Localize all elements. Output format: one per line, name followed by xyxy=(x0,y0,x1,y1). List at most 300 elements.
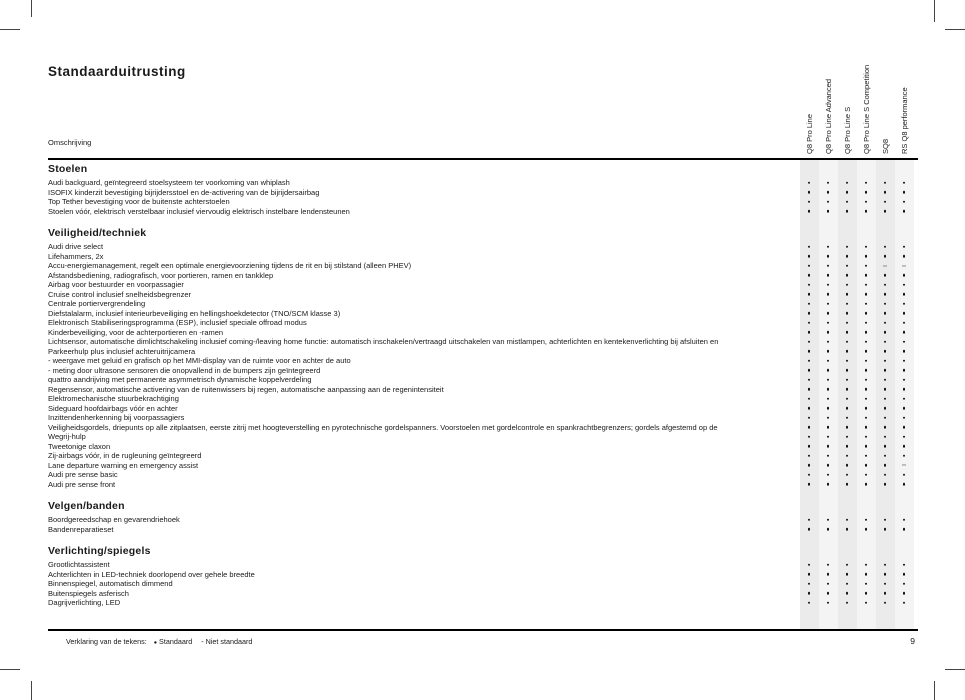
standard-dot-icon xyxy=(903,519,906,522)
standard-dot-icon xyxy=(827,246,830,249)
standard-dot-icon xyxy=(903,417,906,420)
feature-row xyxy=(48,375,918,385)
feature-label: Sideguard hoofdairbags vóór en achter xyxy=(48,403,178,413)
feature-label: Binnenspiegel, automatisch dimmend xyxy=(48,579,173,588)
standard-dot-icon xyxy=(808,407,811,410)
standard-dot-icon xyxy=(865,583,868,586)
standard-dot-icon xyxy=(808,483,811,486)
standard-dot-icon xyxy=(884,573,887,576)
standard-dot-icon xyxy=(827,284,830,287)
standard-dot-icon xyxy=(808,474,811,477)
section-heading: Velgen/banden xyxy=(48,500,125,512)
feature-label: Wegrij-hulp xyxy=(48,432,86,441)
standard-dot-icon xyxy=(865,284,868,287)
standard-dot-icon xyxy=(884,360,887,363)
standard-dot-icon xyxy=(865,519,868,522)
not-standard-dash-icon xyxy=(883,265,887,266)
feature-label: Top Tether bevestiging voor de buitenste achterstoelen xyxy=(48,197,230,206)
not-standard-dash-icon: - xyxy=(201,637,204,646)
feature-label: Accu-energiemanagement, regelt een optimale energievoorziening tijdens de rit en bij stilstand (alleen PHEV) xyxy=(48,261,412,270)
standard-dot-icon xyxy=(808,246,811,249)
standard-dot-icon xyxy=(808,274,811,277)
standard-dot-icon xyxy=(884,274,887,277)
standard-dot-icon xyxy=(846,322,849,325)
standard-dot-icon xyxy=(808,564,811,567)
section-rows xyxy=(48,242,918,489)
standard-dot-icon xyxy=(846,274,849,277)
feature-row xyxy=(48,337,918,347)
standard-dot-icon xyxy=(827,483,830,486)
standard-dot-icon xyxy=(903,564,906,567)
crop-mark-top-right-h xyxy=(945,29,965,30)
standard-dot-icon xyxy=(827,274,830,277)
feature-label: quattro aandrijving met permanente asymmetrisch dynamische koppelverdeling xyxy=(48,375,312,384)
standard-dot-icon xyxy=(846,369,849,372)
standard-dot-icon xyxy=(903,255,906,258)
standard-dot-icon xyxy=(865,322,868,325)
standard-dot-icon xyxy=(808,602,811,605)
feature-label: Buitenspiegels asferisch xyxy=(48,588,129,598)
feature-label: Dagrijverlichting, LED xyxy=(48,598,121,607)
standard-dot-icon xyxy=(846,284,849,287)
standard-dot-icon xyxy=(808,583,811,586)
standard-dot-icon xyxy=(865,483,868,486)
standard-dot-icon xyxy=(827,583,830,586)
standard-dot-icon xyxy=(827,303,830,306)
standard-dot-icon xyxy=(827,455,830,458)
feature-label: Lichtsensor, automatische dimlichtschakeling inclusief coming-/leaving home functie: automatisch inschakelen/vertraagd uitschakelen van mistlampen, achterlichten en kentekenverlichting bij afsluiten en xyxy=(48,337,719,346)
feature-row xyxy=(48,560,918,570)
feature-label: ISOFIX kinderzit bevestiging bijrijdersstoel en de-activering van de bijrijdersairbag xyxy=(48,187,320,197)
feature-row xyxy=(48,442,918,452)
standard-dot-icon xyxy=(865,474,868,477)
feature-row xyxy=(48,394,918,404)
standard-dot-icon xyxy=(827,398,830,401)
feature-row xyxy=(48,480,918,490)
standard-dot-icon xyxy=(903,445,906,448)
standard-dot-icon xyxy=(846,564,849,567)
standard-dot-icon xyxy=(827,573,830,576)
crop-mark-top-left-h xyxy=(0,29,20,30)
standard-dot-icon xyxy=(808,426,811,429)
standard-dot-icon xyxy=(865,201,868,204)
standard-dot-icon xyxy=(884,191,887,194)
standard-dot-icon xyxy=(808,398,811,401)
standard-dot-icon xyxy=(808,464,811,467)
standard-dot-icon xyxy=(846,388,849,391)
standard-dot-icon xyxy=(903,379,906,382)
standard-dot-icon xyxy=(884,455,887,458)
equipment-section xyxy=(48,163,918,216)
feature-row xyxy=(48,252,918,262)
standard-dot-icon xyxy=(846,426,849,429)
standard-dot-icon xyxy=(846,182,849,185)
feature-label: Zij-airbags vóór, in de rugleuning geïntegreerd xyxy=(48,451,202,460)
feature-row xyxy=(48,515,918,525)
standard-dot-icon xyxy=(808,592,811,595)
page-title: Standaarduitrusting xyxy=(48,64,186,79)
page-number: 9 xyxy=(910,636,915,646)
feature-row xyxy=(48,299,918,309)
standard-dot-icon xyxy=(884,436,887,439)
feature-row xyxy=(48,207,918,217)
standard-dot-icon xyxy=(846,417,849,420)
standard-dot-icon xyxy=(884,284,887,287)
standard-dot-icon xyxy=(827,369,830,372)
description-column-header: Omschrijving xyxy=(48,138,92,147)
trim-column-label: RS Q8 performance xyxy=(899,87,909,154)
standard-dot-icon xyxy=(903,436,906,439)
standard-dot-icon xyxy=(903,360,906,363)
feature-row xyxy=(48,271,918,281)
standard-dot-icon xyxy=(827,528,830,531)
standard-dot-icon xyxy=(846,293,849,296)
standard-dot-icon xyxy=(884,388,887,391)
standard-dot-icon xyxy=(865,464,868,467)
legend-standard-label: Standaard xyxy=(159,637,193,646)
feature-row xyxy=(48,356,918,366)
standard-dot-icon xyxy=(808,379,811,382)
feature-label: Parkeerhulp plus inclusief achteruitrijcamera xyxy=(48,346,196,356)
standard-dot-icon xyxy=(884,293,887,296)
standard-dot-icon xyxy=(827,379,830,382)
feature-row xyxy=(48,423,918,433)
standard-dot-icon xyxy=(827,201,830,204)
standard-dot-icon xyxy=(865,350,868,353)
feature-row xyxy=(48,451,918,461)
standard-dot-icon xyxy=(903,182,906,185)
standard-dot-icon xyxy=(827,602,830,605)
standard-dot-icon xyxy=(903,426,906,429)
section-heading: Stoelen xyxy=(48,163,88,175)
standard-dot-icon xyxy=(846,265,849,268)
standard-dot-icon: ● xyxy=(153,639,158,646)
standard-dot-icon xyxy=(827,417,830,420)
standard-dot-icon xyxy=(865,436,868,439)
standard-dot-icon xyxy=(846,519,849,522)
standard-dot-icon xyxy=(827,407,830,410)
standard-dot-icon xyxy=(865,255,868,258)
standard-dot-icon xyxy=(827,388,830,391)
standard-dot-icon xyxy=(903,592,906,595)
standard-dot-icon xyxy=(865,369,868,372)
feature-row xyxy=(48,309,918,319)
standard-dot-icon xyxy=(808,528,811,531)
standard-dot-icon xyxy=(865,528,868,531)
standard-dot-icon xyxy=(884,379,887,382)
standard-dot-icon xyxy=(808,284,811,287)
trim-column-label: Q8 Pro Line S Competition xyxy=(861,64,871,154)
standard-dot-icon xyxy=(808,210,811,213)
standard-dot-icon xyxy=(884,528,887,531)
standard-dot-icon xyxy=(846,191,849,194)
feature-row xyxy=(48,385,918,395)
standard-dot-icon xyxy=(884,331,887,334)
standard-dot-icon xyxy=(865,265,868,268)
feature-label: - meting door ultrasone sensoren die onopvallend in de bumpers zijn geïntegreerd xyxy=(48,365,321,375)
standard-dot-icon xyxy=(808,445,811,448)
feature-label: Achterlichten in LED-techniek doorlopend over gehele breedte xyxy=(48,569,255,579)
standard-dot-icon xyxy=(865,417,868,420)
equipment-table xyxy=(48,160,918,608)
section-rows xyxy=(48,515,918,534)
standard-dot-icon xyxy=(884,592,887,595)
standard-dot-icon xyxy=(827,436,830,439)
standard-dot-icon xyxy=(846,483,849,486)
feature-row xyxy=(48,328,918,338)
feature-row xyxy=(48,470,918,480)
standard-dot-icon xyxy=(884,303,887,306)
standard-dot-icon xyxy=(827,255,830,258)
standard-dot-icon xyxy=(808,255,811,258)
standard-dot-icon xyxy=(903,284,906,287)
standard-dot-icon xyxy=(827,293,830,296)
standard-dot-icon xyxy=(865,246,868,249)
standard-dot-icon xyxy=(846,303,849,306)
feature-label: Elektronisch Stabiliseringsprogramma (ESP), inclusief speciale offroad modus xyxy=(48,318,307,327)
standard-dot-icon xyxy=(884,602,887,605)
feature-label: Cruise control inclusief snelheidsbegrenzer xyxy=(48,289,191,299)
feature-row xyxy=(48,432,918,442)
standard-dot-icon xyxy=(808,519,811,522)
feature-label: Bandenreparatieset xyxy=(48,524,114,534)
standard-dot-icon xyxy=(865,293,868,296)
feature-row xyxy=(48,413,918,423)
standard-dot-icon xyxy=(808,388,811,391)
standard-dot-icon xyxy=(865,602,868,605)
feature-label: Airbag voor bestuurder en voorpassagier xyxy=(48,280,184,289)
standard-dot-icon xyxy=(808,455,811,458)
section-heading: Veiligheid/techniek xyxy=(48,227,147,239)
standard-dot-icon xyxy=(827,360,830,363)
standard-dot-icon xyxy=(865,341,868,344)
crop-mark-top-left-v xyxy=(31,0,32,17)
standard-dot-icon xyxy=(846,592,849,595)
standard-dot-icon xyxy=(903,303,906,306)
standard-dot-icon xyxy=(903,455,906,458)
feature-label: Tweetonige claxon xyxy=(48,441,111,451)
crop-mark-bottom-right-v xyxy=(934,681,935,700)
standard-dot-icon xyxy=(884,210,887,213)
standard-dot-icon xyxy=(846,379,849,382)
standard-dot-icon xyxy=(827,564,830,567)
feature-row xyxy=(48,290,918,300)
crop-mark-bottom-left-h xyxy=(0,669,20,670)
standard-dot-icon xyxy=(846,331,849,334)
standard-dot-icon xyxy=(865,592,868,595)
standard-dot-icon xyxy=(903,474,906,477)
trim-column-label: Q8 Pro Line xyxy=(804,113,814,154)
feature-row xyxy=(48,598,918,608)
feature-label: Kinderbeveiliging, voor de achterportieren en -ramen xyxy=(48,327,224,337)
feature-label: Centrale portiervergrendeling xyxy=(48,299,146,308)
standard-dot-icon xyxy=(846,455,849,458)
feature-label: Lifehammers, 2x xyxy=(48,251,104,261)
standard-dot-icon xyxy=(865,388,868,391)
standard-dot-icon xyxy=(903,350,906,353)
standard-dot-icon xyxy=(903,398,906,401)
standard-dot-icon xyxy=(884,417,887,420)
feature-row xyxy=(48,589,918,599)
feature-label: Inzittendenherkenning bij voorpassagiers xyxy=(48,413,185,422)
not-standard-dash-icon xyxy=(902,265,906,266)
legend-label: Verklaring van de tekens: xyxy=(66,637,147,646)
standard-dot-icon xyxy=(808,303,811,306)
standard-dot-icon xyxy=(808,417,811,420)
standard-dot-icon xyxy=(884,564,887,567)
table-bottom-rule xyxy=(48,629,918,631)
standard-dot-icon xyxy=(846,474,849,477)
standard-dot-icon xyxy=(846,201,849,204)
standard-dot-icon xyxy=(865,312,868,315)
standard-dot-icon xyxy=(827,350,830,353)
standard-dot-icon xyxy=(903,322,906,325)
standard-dot-icon xyxy=(884,464,887,467)
feature-label: Audi pre sense front xyxy=(48,479,116,489)
standard-dot-icon xyxy=(903,312,906,315)
standard-dot-icon xyxy=(865,303,868,306)
standard-dot-icon xyxy=(827,191,830,194)
standard-dot-icon xyxy=(808,182,811,185)
standard-dot-icon xyxy=(884,201,887,204)
feature-row xyxy=(48,280,918,290)
standard-dot-icon xyxy=(884,350,887,353)
feature-row xyxy=(48,404,918,414)
feature-label: Lane departure warning en emergency assist xyxy=(48,460,199,470)
standard-dot-icon xyxy=(827,265,830,268)
equipment-section xyxy=(48,545,918,608)
standard-dot-icon xyxy=(846,255,849,258)
section-rows xyxy=(48,560,918,608)
standard-dot-icon xyxy=(846,602,849,605)
standard-dot-icon xyxy=(808,201,811,204)
standard-dot-icon xyxy=(903,191,906,194)
standard-dot-icon xyxy=(808,436,811,439)
standard-dot-icon xyxy=(846,312,849,315)
standard-dot-icon xyxy=(827,331,830,334)
section-rows xyxy=(48,178,918,216)
standard-dot-icon xyxy=(846,583,849,586)
feature-label: Stoelen vóór, elektrisch verstelbaar inclusief viervoudig elektrisch instelbare lendensteunen xyxy=(48,206,350,216)
standard-dot-icon xyxy=(865,191,868,194)
standard-dot-icon xyxy=(903,201,906,204)
feature-label: Grootlichtassistent xyxy=(48,560,110,569)
standard-dot-icon xyxy=(808,331,811,334)
standard-dot-icon xyxy=(865,182,868,185)
standard-dot-icon xyxy=(846,398,849,401)
standard-dot-icon xyxy=(884,341,887,344)
standard-dot-icon xyxy=(865,360,868,363)
trim-column-label: SQ8 xyxy=(880,138,890,154)
standard-dot-icon xyxy=(846,210,849,213)
standard-dot-icon xyxy=(846,528,849,531)
feature-row xyxy=(48,242,918,252)
standard-dot-icon xyxy=(903,246,906,249)
standard-dot-icon xyxy=(865,331,868,334)
feature-row xyxy=(48,318,918,328)
standard-dot-icon xyxy=(808,191,811,194)
standard-dot-icon xyxy=(846,246,849,249)
standard-dot-icon xyxy=(903,210,906,213)
feature-row xyxy=(48,461,918,471)
feature-row xyxy=(48,188,918,198)
standard-dot-icon xyxy=(827,464,830,467)
standard-dot-icon xyxy=(808,312,811,315)
standard-dot-icon xyxy=(808,265,811,268)
standard-dot-icon xyxy=(903,274,906,277)
standard-dot-icon xyxy=(865,445,868,448)
feature-row xyxy=(48,178,918,188)
feature-label: Veiligheidsgordels, driepunts op alle zitplaatsen, eerste zitrij met hoogteverstelling en pyrotechnische gordelspanners. Voorstoelen met gordelcontrole en spankrachtbegrenzers; gordels afgestemd op de xyxy=(48,422,718,432)
feature-row xyxy=(48,570,918,580)
standard-dot-icon xyxy=(884,182,887,185)
standard-dot-icon xyxy=(884,246,887,249)
standard-dot-icon xyxy=(846,464,849,467)
standard-dot-icon xyxy=(903,573,906,576)
standard-dot-icon xyxy=(808,322,811,325)
feature-label: Audi pre sense basic xyxy=(48,470,118,479)
crop-mark-bottom-left-v xyxy=(31,681,32,700)
standard-dot-icon xyxy=(884,483,887,486)
standard-dot-icon xyxy=(827,445,830,448)
standard-dot-icon xyxy=(884,474,887,477)
trim-column-label: Q8 Pro Line Advanced xyxy=(823,78,833,154)
standard-dot-icon xyxy=(865,455,868,458)
standard-dot-icon xyxy=(884,398,887,401)
standard-dot-icon xyxy=(865,274,868,277)
standard-dot-icon xyxy=(903,293,906,296)
standard-dot-icon xyxy=(808,350,811,353)
standard-dot-icon xyxy=(884,519,887,522)
feature-label: - weergave met geluid en grafisch op het MMI-display van de ruimte voor en achter de auto xyxy=(48,356,351,365)
standard-dot-icon xyxy=(865,426,868,429)
standard-dot-icon xyxy=(846,436,849,439)
standard-dot-icon xyxy=(884,426,887,429)
feature-label: Elektromechanische stuurbekrachtiging xyxy=(48,394,179,403)
standard-dot-icon xyxy=(827,210,830,213)
standard-dot-icon xyxy=(827,592,830,595)
standard-dot-icon xyxy=(808,573,811,576)
feature-row xyxy=(48,525,918,535)
symbols-legend xyxy=(66,637,252,646)
feature-label: Audi drive select xyxy=(48,242,104,251)
legend-not-standard-label: Niet standaard xyxy=(205,637,253,646)
feature-label: Diefstalalarm, inclusief interieurbeveiliging en hellingshoekdetector (TNO/SCM klasse 3) xyxy=(48,308,341,318)
standard-dot-icon xyxy=(884,312,887,315)
standard-dot-icon xyxy=(903,369,906,372)
feature-row xyxy=(48,579,918,589)
standard-dot-icon xyxy=(846,445,849,448)
standard-dot-icon xyxy=(808,293,811,296)
feature-label: Boordgereedschap en gevarendriehoek xyxy=(48,515,180,524)
standard-dot-icon xyxy=(903,388,906,391)
standard-dot-icon xyxy=(884,407,887,410)
standard-dot-icon xyxy=(903,483,906,486)
standard-dot-icon xyxy=(903,407,906,410)
feature-row xyxy=(48,347,918,357)
feature-row xyxy=(48,366,918,376)
standard-dot-icon xyxy=(846,360,849,363)
feature-label: Afstandsbediening, radiografisch, voor portieren, ramen en tankklep xyxy=(48,270,274,280)
crop-mark-bottom-right-h xyxy=(945,669,965,670)
standard-dot-icon xyxy=(827,322,830,325)
standard-dot-icon xyxy=(846,341,849,344)
not-standard-dash-icon xyxy=(902,465,906,466)
standard-dot-icon xyxy=(827,426,830,429)
equipment-section xyxy=(48,500,918,534)
feature-row xyxy=(48,197,918,207)
equipment-section xyxy=(48,227,918,489)
